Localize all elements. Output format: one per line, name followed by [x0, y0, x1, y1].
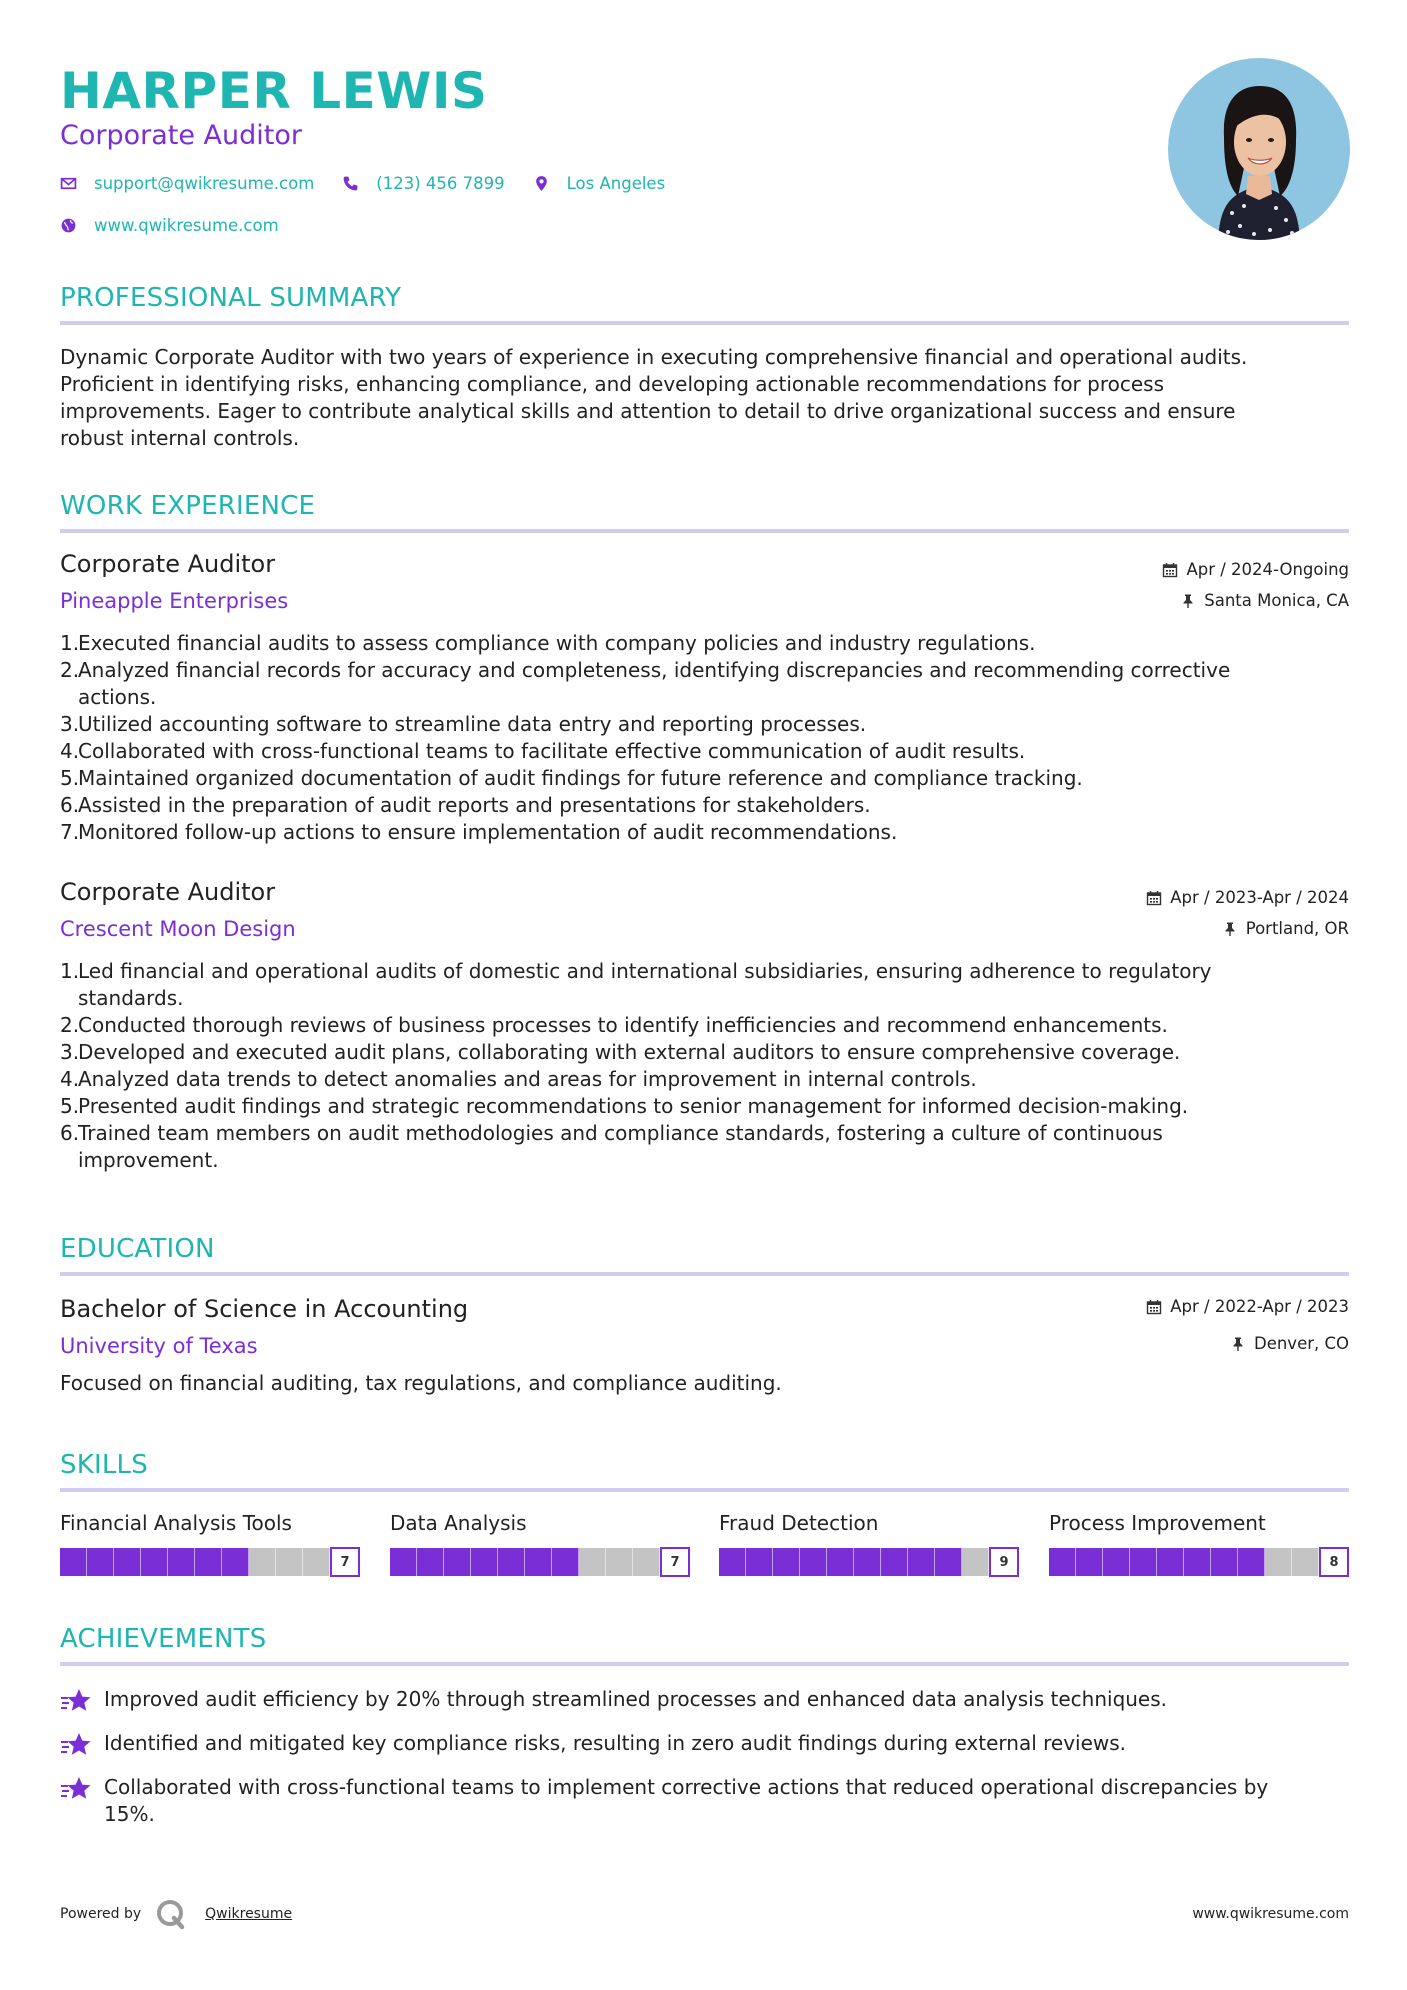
list-item: 2. Analyzed financial records for accuracy and completeness, identifying discrepancies and recommending corrective actions.	[60, 658, 1231, 709]
skill-name: Financial Analysis Tools	[60, 1511, 292, 1535]
skill-level-badge: 9	[989, 1547, 1019, 1577]
footer-website[interactable]: www.qwikresume.com	[1192, 1906, 1349, 1922]
section-divider	[60, 1662, 1349, 1666]
job-dates	[1162, 560, 1349, 579]
job-title: Corporate Auditor	[60, 878, 276, 906]
profile-photo-image	[1168, 58, 1350, 240]
skill-segment-empty	[606, 1548, 633, 1576]
skill-segment-empty	[579, 1548, 606, 1576]
skill-level-badge: 7	[330, 1547, 360, 1577]
contact-website[interactable]	[60, 216, 279, 235]
skill-segment-empty	[303, 1548, 330, 1576]
achievement-item	[60, 1686, 1350, 1715]
map-pin-icon	[533, 175, 550, 192]
skill-segment-filled	[444, 1548, 471, 1576]
calendar-icon	[1162, 562, 1178, 578]
skill-segment-filled	[114, 1548, 141, 1576]
achievement-item	[60, 1774, 1350, 1828]
education-dates	[1146, 1297, 1349, 1316]
contact-phone[interactable]	[342, 174, 504, 193]
education-description: Focused on financial auditing, tax regulations, and compliance auditing.	[60, 1371, 782, 1395]
summary-line: Proficient in identifying risks, enhancing compliance, and developing actionable recommendations for process	[60, 372, 1164, 396]
skill-segment-filled	[1211, 1548, 1238, 1576]
summary-line: robust internal controls.	[60, 426, 300, 450]
school-name: University of Texas	[60, 1334, 258, 1358]
globe-icon	[60, 217, 77, 234]
list-item: 6. Assisted in the preparation of audit reports and presentations for stakeholders.	[60, 793, 871, 817]
skill-bar	[60, 1547, 360, 1577]
skill-segment-filled	[222, 1548, 249, 1576]
skill-segment-filled	[1049, 1548, 1076, 1576]
list-item: 3. Utilized accounting software to streamline data entry and reporting processes.	[60, 712, 867, 736]
contact-location	[533, 174, 666, 193]
skill-bar-fill	[1049, 1548, 1319, 1576]
contact-row-web	[60, 216, 307, 235]
powered-by-text: Powered by	[60, 1906, 142, 1922]
skill-segment-empty	[276, 1548, 303, 1576]
section-divider	[60, 1272, 1349, 1276]
section-divider	[60, 321, 1349, 325]
skill-segment-filled	[854, 1548, 881, 1576]
job-bullets	[60, 958, 1300, 1174]
email-text: support@qwikresume.com	[94, 174, 315, 193]
skill-segment-filled	[525, 1548, 552, 1576]
skill-segment-filled	[719, 1548, 746, 1576]
list-item: 1. Executed financial audits to assess compliance with company policies and industry regulations.	[60, 631, 1036, 655]
skill-segment-empty	[1265, 1548, 1292, 1576]
skill-name: Fraud Detection	[719, 1511, 879, 1535]
summary-text	[60, 344, 1340, 452]
skill-segment-filled	[935, 1548, 962, 1576]
list-item: 6. Trained team members on audit methodologies and compliance standards, fostering a culture of continuous improvement.	[60, 1121, 1163, 1172]
list-item: 5. Maintained organized documentation of audit findings for future reference and compliance tracking.	[60, 766, 1083, 790]
achievements-heading: ACHIEVEMENTS	[60, 1624, 267, 1654]
skill-level-badge: 8	[1319, 1547, 1349, 1577]
star-icon	[60, 1775, 92, 1803]
skill-item	[719, 1511, 1019, 1577]
calendar-icon	[1146, 1299, 1162, 1315]
skill-name: Data Analysis	[390, 1511, 527, 1535]
job-location-text: Santa Monica, CA	[1204, 591, 1349, 610]
skill-segment-filled	[1076, 1548, 1103, 1576]
skill-bar-fill	[60, 1548, 330, 1576]
skill-segment-filled	[746, 1548, 773, 1576]
job-location	[1180, 591, 1349, 610]
pushpin-icon	[1222, 921, 1238, 937]
skill-bar-fill	[390, 1548, 660, 1576]
skill-segment-filled	[881, 1548, 908, 1576]
list-item: 4. Analyzed data trends to detect anomalies and areas for improvement in internal controls.	[60, 1067, 977, 1091]
skill-bar	[719, 1547, 1019, 1577]
job-title: Corporate Auditor	[60, 550, 276, 578]
skill-segment-filled	[1238, 1548, 1265, 1576]
summary-line: improvements. Eager to contribute analytical skills and attention to detail to drive organizational success and ensure	[60, 399, 1236, 423]
candidate-title: Corporate Auditor	[60, 120, 302, 151]
pushpin-icon	[1230, 1336, 1246, 1352]
skill-name: Process Improvement	[1049, 1511, 1266, 1535]
job-location-text: Portland, OR	[1245, 919, 1349, 938]
skill-segment-filled	[552, 1548, 579, 1576]
achievement-item	[60, 1730, 1350, 1759]
skill-segment-filled	[141, 1548, 168, 1576]
degree-title: Bachelor of Science in Accounting	[60, 1295, 469, 1323]
skills-heading: SKILLS	[60, 1450, 148, 1480]
skill-segment-filled	[168, 1548, 195, 1576]
skill-segment-empty	[1292, 1548, 1319, 1576]
profile-photo	[1168, 58, 1350, 240]
skill-segment-filled	[908, 1548, 935, 1576]
skill-segment-filled	[800, 1548, 827, 1576]
star-icon	[60, 1731, 92, 1759]
achievement-text: Improved audit efficiency by 20% through streamlined processes and enhanced data analysis techniques.	[104, 1687, 1168, 1711]
company-name: Pineapple Enterprises	[60, 589, 289, 613]
envelope-icon	[60, 175, 77, 192]
experience-heading: WORK EXPERIENCE	[60, 491, 316, 521]
skill-item	[1049, 1511, 1349, 1577]
skill-segment-filled	[498, 1548, 525, 1576]
skill-segment-filled	[417, 1548, 444, 1576]
pushpin-icon	[1180, 593, 1196, 609]
contact-row	[60, 174, 693, 193]
job-dates-text: Apr / 2024-Ongoing	[1186, 560, 1349, 579]
qwikresume-logo-icon	[155, 1898, 187, 1930]
skill-item	[60, 1511, 360, 1577]
skill-segment-filled	[773, 1548, 800, 1576]
brand-link[interactable]: Qwikresume	[205, 1906, 293, 1922]
skill-segment-filled	[195, 1548, 222, 1576]
list-item: 3. Developed and executed audit plans, collaborating with external auditors to ensure comprehensive coverage.	[60, 1040, 1181, 1064]
skill-segment-filled	[390, 1548, 417, 1576]
achievement-text: Identified and mitigated key compliance risks, resulting in zero audit findings during external reviews.	[104, 1731, 1127, 1755]
skill-segment-filled	[1157, 1548, 1184, 1576]
list-item: 7. Monitored follow-up actions to ensure implementation of audit recommendations.	[60, 820, 898, 844]
candidate-name: HARPER LEWIS	[60, 62, 488, 120]
skill-segment-filled	[471, 1548, 498, 1576]
job-dates-text: Apr / 2023-Apr / 2024	[1170, 888, 1349, 907]
list-item: 5. Presented audit findings and strategic recommendations to senior management for informed decision-making.	[60, 1094, 1189, 1118]
company-name: Crescent Moon Design	[60, 917, 296, 941]
section-divider	[60, 1488, 1349, 1492]
section-divider	[60, 529, 1349, 533]
skill-bar	[390, 1547, 690, 1577]
footer-powered	[60, 1898, 292, 1930]
summary-line: Dynamic Corporate Auditor with two years of experience in executing comprehensive financial and operational audits.	[60, 345, 1248, 369]
skill-segment-empty	[249, 1548, 276, 1576]
skill-segment-filled	[87, 1548, 114, 1576]
calendar-icon	[1146, 890, 1162, 906]
skill-segment-filled	[60, 1548, 87, 1576]
skill-segment-filled	[827, 1548, 854, 1576]
education-dates-text: Apr / 2022-Apr / 2023	[1170, 1297, 1349, 1316]
list-item: 4. Collaborated with cross-functional teams to facilitate effective communication of audit results.	[60, 739, 1026, 763]
job-dates	[1146, 888, 1349, 907]
contact-email[interactable]	[60, 174, 314, 193]
skill-segment-empty	[962, 1548, 989, 1576]
skill-item	[390, 1511, 690, 1577]
skill-bar	[1049, 1547, 1349, 1577]
education-location	[1230, 1334, 1349, 1353]
education-location-text: Denver, CO	[1253, 1334, 1349, 1353]
achievement-text: 15%.	[104, 1802, 155, 1826]
skill-segment-filled	[1103, 1548, 1130, 1576]
phone-icon	[342, 175, 359, 192]
education-heading: EDUCATION	[60, 1234, 215, 1264]
skill-segment-filled	[1130, 1548, 1157, 1576]
location-text: Los Angeles	[566, 174, 666, 193]
star-icon	[60, 1687, 92, 1715]
skill-segment-filled	[1184, 1548, 1211, 1576]
summary-heading: PROFESSIONAL SUMMARY	[60, 283, 402, 313]
skill-segment-empty	[633, 1548, 660, 1576]
skill-level-badge: 7	[660, 1547, 690, 1577]
achievement-text: Collaborated with cross-functional teams to implement corrective actions that reduced operational discrepancies by	[104, 1775, 1269, 1799]
job-bullets	[60, 630, 1300, 846]
phone-text: (123) 456 7899	[376, 174, 505, 193]
website-text: www.qwikresume.com	[94, 216, 279, 235]
list-item: 1. Led financial and operational audits of domestic and international subsidiaries, ensuring adherence to regulatory standards.	[60, 959, 1212, 1010]
job-location	[1222, 919, 1349, 938]
skill-bar-fill	[719, 1548, 989, 1576]
list-item: 2. Conducted thorough reviews of business processes to identify inefficiencies and recommend enhancements.	[60, 1013, 1168, 1037]
